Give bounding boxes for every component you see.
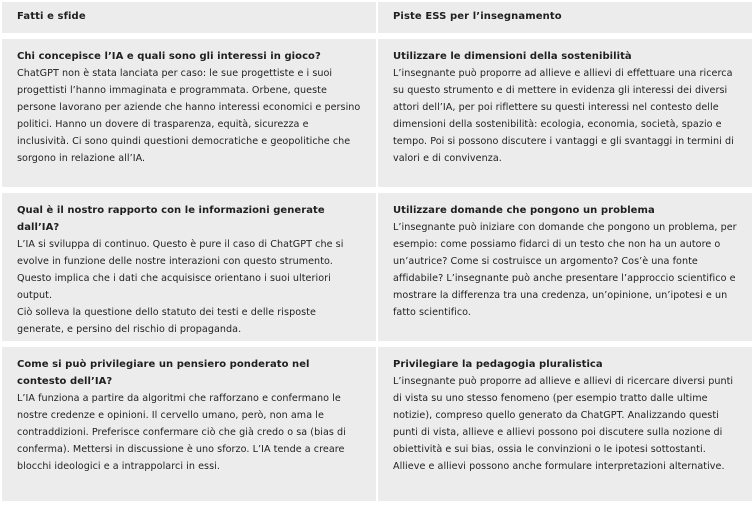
row-3-right-cell <box>378 347 752 501</box>
row-1-right-cell <box>378 39 752 187</box>
row-3-left-body: L’IA funziona a partire da algoritmi che rafforzano e confermano le nostre credenze e opinioni. Il cervello umano, però, non ama le contraddizioni. Preferisce confermare ciò che già credo o sa (bias di conferma). Mettersi in discussione è uno sforzo. L’IA tende a creare blocchi ideologici e a intrappolarci in essi. <box>17 393 346 472</box>
row-3-right-title: Privilegiare la pedagogia pluralistica <box>393 359 603 370</box>
row-2-right-body: L’insegnante può iniziare con domande che pongono un problema, per esempio: come possiamo fidarci di un testo che non ha un autore o un’autrice? Come si costruisce un argomento? Cos’è una fonte affidabile? L’insegnante può anche presentare l’approccio scientifico e mostrare la differenza tra una credenza, un’opinione, un’ipotesi e un fatto scientifico. <box>393 222 737 318</box>
row-3-left-title: Come si può privilegiare un pensiero ponderato nel contesto dell’IA? <box>17 359 310 387</box>
row-2-left-body-2: Ciò solleva la questione dello statuto dei testi e delle risposte generate, e persino del rischio di propaganda. <box>17 307 316 335</box>
row-1-right-body: L’insegnante può proporre ad allieve e allievi di effettuare una ricerca su questo strumento e di mettere in evidenza gli interessi dei diversi attori dell’IA, per poi riflettere su questi interessi nel contesto delle dimensioni della sostenibilità: ecologia, economia, società, spazio e tempo. Poi si possono discutere i vantaggi e gli svantaggi in termini di valori e di convivenza. <box>393 68 734 164</box>
header-ess-teaching: Piste ESS per l’insegnamento <box>378 2 752 33</box>
row-1-left-cell <box>2 39 376 187</box>
row-2-left-title: Qual è il nostro rapporto con le informazioni generate dall’IA? <box>17 205 325 233</box>
header-facts-challenges: Fatti e sfide <box>2 2 376 33</box>
comparison-table <box>2 2 752 502</box>
row-1-right-title: Utilizzare le dimensioni della sostenibilità <box>393 51 632 62</box>
row-2-right-title: Utilizzare domande che pongono un problema <box>393 205 655 216</box>
row-3-left-cell <box>2 347 376 501</box>
row-1-left-title: Chi concepisce l’IA e quali sono gli interessi in gioco? <box>17 51 321 62</box>
row-2-left-body: L’IA si sviluppa di continuo. Questo è pure il caso di ChatGPT che si evolve in funzione delle nostre interazioni con questo strumento. Questo implica che i dati che acquisisce orientano i suoi ulteriori output. <box>17 239 344 301</box>
row-1-left-body: ChatGPT non è stata lanciata per caso: le sue progettiste e i suoi progettisti l’hanno immaginata e programmata. Orbene, queste persone lavorano per aziende che hanno interessi economici e persino politici. Hanno un dovere di trasparenza, equità, sicurezza e inclusività. Ci sono quindi questioni democratiche e geopolitiche che sorgono in relazione all’IA. <box>17 68 361 164</box>
row-2-right-cell <box>378 193 752 341</box>
document-frame <box>2 2 752 502</box>
row-2-left-cell <box>2 193 376 341</box>
row-3-right-body: L’insegnante può proporre ad allieve e allievi di ricercare diversi punti di vista su uno stesso fenomeno (per esempio tratto dalle ultime notizie), compreso quello generato da ChatGPT. Analizzando questi punti di vista, allieve e allievi possono poi discutere sulla nozione di obiettività e sui bias, ossia le convinzioni o le ipotesi sottostanti. Allieve e allievi possono anche formulare interpretazioni alternative. <box>393 376 734 472</box>
